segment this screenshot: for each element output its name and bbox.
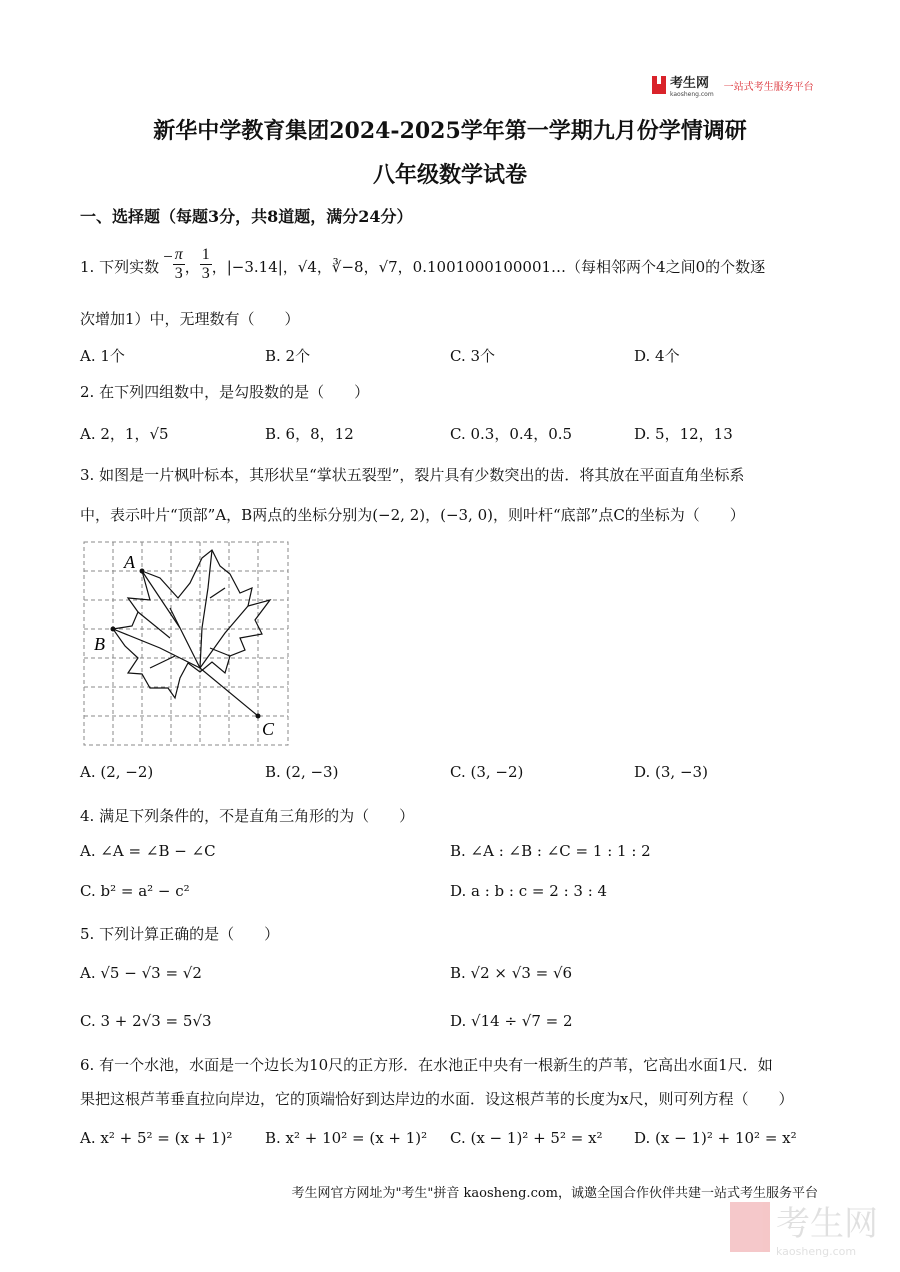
watermark-name: 考生网 [776,1204,878,1244]
logo-icon [652,76,666,94]
question-6-line2: 果把这根芦苇垂直拉向岸边，它的顶端恰好到达岸边的水面．设这根芦苇的长度为x尺，则可列方程（ ） [80,1090,794,1108]
q1-rest: ，|−3.14|，√4，∛−8，√7，0.1001000100001…（每相邻两个4之间0的个数逐 [211,258,766,276]
q1-option-a: A. 1个 [80,347,125,365]
label-c: C [262,719,275,739]
question-3-stem: 3. 如图是一片枫叶标本，其形状呈“掌状五裂型”，裂片具有少数突出的齿．将其放在平面直角坐标系 [80,466,745,484]
q1-option-d: D. 4个 [634,347,680,365]
q3-option-a: A. (2, −2) [80,763,154,781]
q4-option-a: A. ∠A = ∠B − ∠C [80,842,216,860]
exam-subtitle: 八年级数学试卷 [372,162,527,188]
question-5-stem: 5. 下列计算正确的是（ ） [80,925,280,943]
header-logo [652,72,814,98]
watermark-domain: kaosheng.com [776,1245,857,1258]
frac-num: π [174,246,183,263]
label-b: B [94,634,105,654]
q5-option-b: B. √2 × √3 = √6 [450,964,573,982]
logo-name: 考生网 [670,76,710,91]
question-3-line2: 中，表示叶片“顶部”A，B两点的坐标分别为(−2, 2)，(−3, 0)，则叶杆“底部”点C的坐标为（ ） [80,506,745,524]
leaf-outline [113,550,270,716]
q3-option-c: C. (3, −2) [450,763,524,781]
q4-option-c: C. b² = a² − c² [80,882,190,900]
label-a: A [124,552,135,572]
q5-option-d: D. √14 ÷ √7 = 2 [450,1012,573,1030]
exam-title: 新华中学教育集团2024-2025学年第一学期九月份学情调研 [153,118,747,144]
frac-den: 3 [201,265,210,282]
point-a [140,569,145,574]
question-1-line2: 次增加1）中，无理数有（ ） [80,310,300,328]
question-6-stem: 6. 有一个水池，水面是一个边长为10尺的正方形．在水池正中央有一根新生的芦苇，它高出水面1尺．如 [80,1056,773,1074]
q1-option-b: B. 2个 [265,347,311,365]
q6-option-d: D. (x − 1)² + 10² = x² [634,1129,797,1147]
frac-num: 1 [201,246,210,263]
maple-leaf-figure [80,538,292,750]
watermark-icon [730,1202,770,1252]
q4-option-b: B. ∠A : ∠B : ∠C = 1 : 1 : 2 [450,842,651,860]
q5-option-c: C. 3 + 2√3 = 5√3 [80,1012,212,1030]
footer-note: 考生网官方网址为"考生"拼音 kaosheng.com，诚邀全国合作伙伴共建一站式考生服务平台 [291,1186,818,1201]
q4-option-d: D. a : b : c = 2 : 3 : 4 [450,882,608,900]
question-1-stem: 1. 下列实数 − $\frac{\pi}{3}$ ， $\frac{1}{3}$ ，|−3.14|，√4，∛−8，√7，0.1001000100001…（每相邻两个4之间0的个数逐 [80,246,766,282]
logo-domain: kaosheng.com [670,91,714,98]
q6-option-b: B. x² + 10² = (x + 1)² [265,1129,428,1147]
q1-frac1-sign: − [163,247,173,266]
question-2-stem: 2. 在下列四组数中，是勾股数的是（ ） [80,383,370,401]
q1-prefix: 1. 下列实数 [80,258,160,276]
point-c [256,714,261,719]
question-4-stem: 4. 满足下列条件的，不是直角三角形的为（ ） [80,807,415,825]
frac-den: 3 [174,265,183,282]
q5-option-a: A. √5 − √3 = √2 [80,964,202,982]
q2-option-b: B. 6，8，12 [265,425,354,443]
q2-option-a: A. 2，1，√5 [80,425,169,443]
q2-option-c: C. 0.3，0.4，0.5 [450,425,573,443]
watermark-logo [730,1196,878,1258]
point-b [111,627,116,632]
q1-frac1 [173,246,185,283]
q6-option-a: A. x² + 5² = (x + 1)² [80,1129,233,1147]
q1-frac2 [200,246,212,283]
q2-option-d: D. 5，12，13 [634,425,733,443]
q6-option-c: C. (x − 1)² + 5² = x² [450,1129,603,1147]
q1-option-c: C. 3个 [450,347,496,365]
logo-slogan: 一站式考生服务平台 [723,81,814,93]
q3-option-b: B. (2, −3) [265,763,339,781]
section-heading: 一、选择题（每题3分，共8道题，满分24分） [80,207,413,226]
q3-option-d: D. (3, −3) [634,763,708,781]
